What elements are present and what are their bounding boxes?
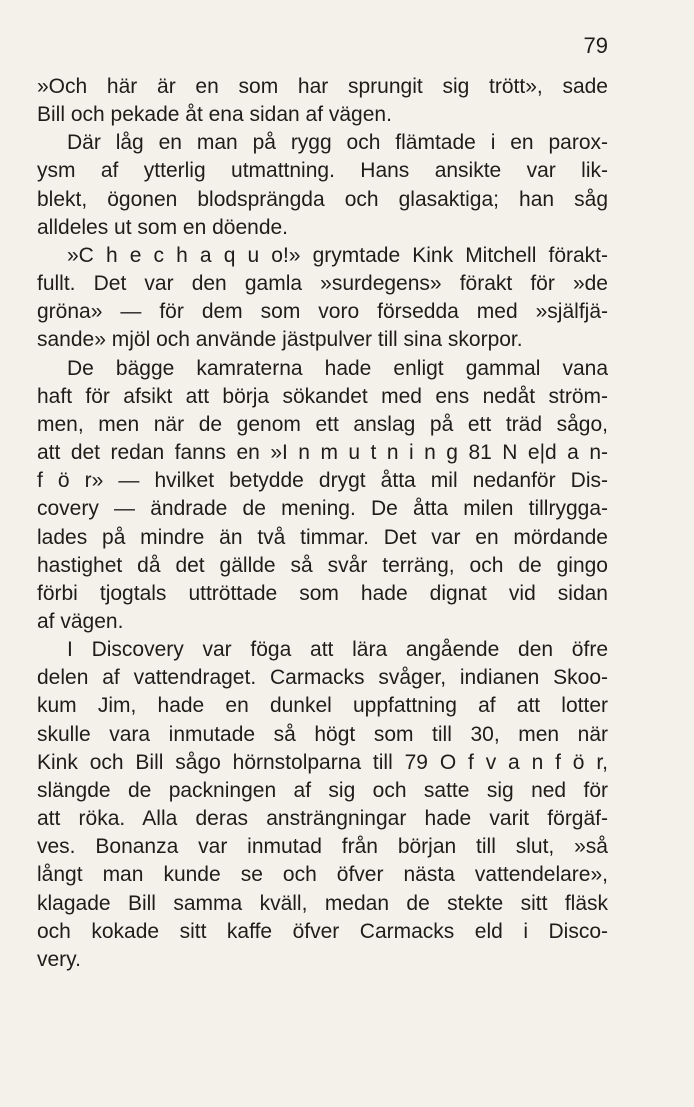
text-line: slängde de packningen af sig och satte sig ned för [37, 778, 608, 802]
text-line: gröna» — för dem som voro försedda med »själfjä- [37, 300, 608, 324]
text-line: haft för afsikt att börja sökandet med ens nedåt ström- [37, 384, 608, 408]
text-line: alldeles ut som en döende. [37, 215, 289, 239]
text-line: ysm af ytterlig utmattning. Hans ansikte var lik- [37, 159, 608, 183]
text-line: »Och här är en som har sprungit sig trött», sade [37, 75, 608, 98]
text-line: Kink och Bill sågo hörnstolparna till 79 O f v a n f ö r, [37, 750, 608, 774]
text-line: blekt, ögonen blodsprängda och glasaktiga; han såg [37, 187, 608, 211]
body-text [37, 73, 608, 974]
text-line: Bill och pekade åt ena sidan af vägen. [37, 103, 392, 127]
text-line: Där låg en man på rygg och flämtade i en parox- [67, 131, 608, 155]
text-line: hastighet då det gällde så svår terräng, och de gingo [37, 553, 608, 577]
text-line: och kokade sitt kaffe öfver Carmacks eld i Disco- [37, 919, 608, 943]
text-line: att röka. Alla deras ansträngningar hade varit förgäf- [37, 807, 608, 831]
text-line: I Discovery var föga att lära angående den öfre [67, 638, 608, 662]
text-line: De bägge kamraterna hade enligt gammal vana [67, 356, 608, 380]
text-line: ves. Bonanza var inmutad från början till slut, »så [37, 835, 608, 859]
text-line: »C h e c h a q u o!» grymtade Kink Mitchell förakt- [67, 243, 608, 267]
text-line: delen af vattendraget. Carmacks svåger, indianen Skoo- [37, 666, 608, 690]
text-line: klagade Bill samma kväll, medan de stekte sitt fläsk [37, 891, 608, 915]
text-line: sande» mjöl och använde jästpulver till sina skorpor. [37, 328, 523, 352]
text-line: lades på mindre än två timmar. Det var en mördande [37, 525, 608, 549]
text-line: fullt. Det var den gamla »surdegens» förakt för »de [37, 272, 608, 296]
text-line: långt man kunde se och öfver nästa vattendelare», [37, 863, 608, 887]
text-line: att det redan fanns en »I n m u t n i n g 81 N e|d a n- [37, 441, 608, 465]
text-line: af vägen. [37, 609, 124, 633]
text-line: f ö r» — hvilket betydde drygt åtta mil nedanför Dis- [37, 469, 608, 493]
text-line: förbi tjogtals uttröttade som hade dignat vid sidan [37, 581, 608, 605]
text-line: covery — ändrade de mening. De åtta milen tillrygga- [37, 497, 608, 521]
text-line: skulle vara inmutade så högt som till 30, men när [37, 722, 608, 746]
text-line: men, men när de genom ett anslag på ett träd sågo, [37, 412, 608, 436]
text-line: kum Jim, hade en dunkel uppfattning af att lotter [37, 694, 608, 718]
text-line: very. [37, 947, 81, 971]
page-number: 79 [583, 33, 608, 58]
